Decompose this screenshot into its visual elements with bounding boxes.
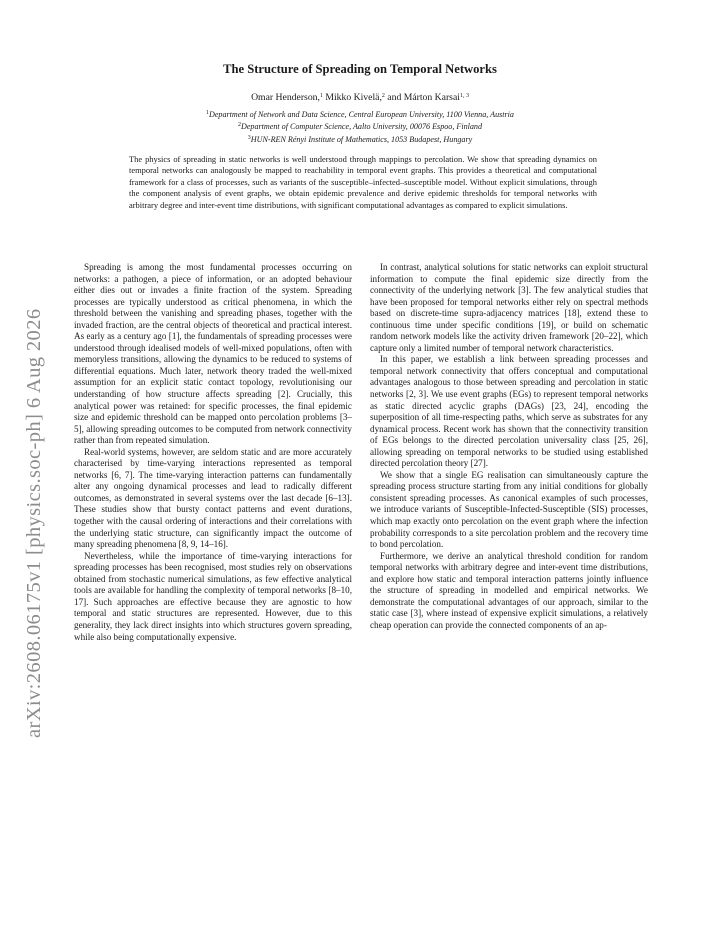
affiliation: $^3$HUN-REN Rényi Institute of Mathematics, 1053 Budapest, Hungary [247,134,473,144]
body-column-right [370,262,648,632]
arxiv-identifier[interactable]: arXiv:2608.06175v1 [physics.soc-ph] 6 Aug 2026 [23,308,45,738]
affiliation: $^2$Department of Computer Science, Aalto University, 00076 Espoo, Finland [237,122,483,132]
paper-title: The Structure of Spreading on Temporal Networks [223,62,497,76]
paragraph: Spreading is among the most fundamental processes occurring on networks: a pathogen, a piece of information, or an adopted behaviour either dies out or invades a finite fraction of the system. Spreading processes are typically understood as critical phenomena, in which the threshold between the vanishing and spreading phases, together with the invaded fraction, are the central objects of theoretical and practical interest. As early as a century ago [1], the fundamentals of spreading processes were understood through idealised models of well-mixed populations, often with memoryless transitions, allowing the dynamics to be reduced to systems of differential equations. Much later, network theory traded the well-mixed assumption for an explicit static contact topology, revolutionising our understanding of how structure affects spreading [2]. Crucially, this analytical power was retained: for specific processes, the final epidemic size and epidemic threshold can be mapped onto percolation problems [3–5], allowing spreading outcomes to be computed from network connectivity rather than from repeated simulation. [74,262,352,446]
paragraph: Real-world systems, however, are seldom static and are more accurately characterised by time-varying interactions represented as temporal networks [6, 7]. The time-varying interaction patterns can fundamentally alter any ongoing dynamical processes and lead to radically different outcomes, as demonstrated in several systems over the last decade [6–13]. These studies show that bursty contact patterns and event durations, together with the causal ordering of interactions and their correlations with the underlying static structure, can significantly impact the outcome of many spreading phenomena [8, 9, 14–16]. [74,446,352,550]
affiliation-mark: 1 [319,93,323,99]
paragraph: In this paper, we establish a link between spreading processes and temporal network connectivity that offers conceptual and computational advantages analogous to those between spreading and percolation in static networks [2, 3]. We use event graphs (EGs) to represent temporal networks as static directed acyclic graphs (DAGs) [23, 24], encoding the superposition of all time-respecting paths, which serve as substrates for any dynamical process. Recent work has shown that the connectivity transition of EGs belongs to the directed percolation universality class [25, 26], allowing spreading on temporal networks to be studied using established directed percolation theory [27]. [370,354,648,469]
paragraph: We show that a single EG realisation can simultaneously capture the spreading process structure starting from any initial conditions for globally consistent spreading processes. As canonical examples of such processes, we introduce variants of Susceptible-Infected-Susceptible (SIS) processes, which map exactly onto percolation on the event graph where the infection probability corresponds to a site percolation problem and the recovery time to bond percolation. [370,469,648,550]
affiliation-list [0,108,720,145]
paragraph: Furthermore, we derive an analytical threshold condition for random temporal networks with arbitrary degree and inter-event time distributions, and explore how static and temporal interaction patterns jointly influence the structure of spreading in modelled and empirical networks. We demonstrate the computational advantages of our approach, similar to the static case [3], where instead of expensive explicit simulations, a relatively cheap operation can provide the connected components of an ap- [370,550,648,630]
paragraph: Nevertheless, while the importance of time-varying interactions for spreading processes has been recognised, most studies rely on observations obtained from stochastic numerical simulations, as few effective analytical tools are available for handling the complexity of temporal networks [8–10, 17]. Such approaches are effective because they are agnostic to how temporal and static structures are represented. However, due to this generality, they lack direct insights into which structures govern spreading, while also being computationally expensive. [74,550,352,642]
abstract: The physics of spreading in static networks is well understood through mappings to percolation. We show that spreading dynamics on temporal networks can analogously be mapped to reachability in temporal event graphs. This provides a theoretical and computational framework for a class of processes, such as variants of the susceptible–infected–susceptible model. Without explicit simulations, through the component analysis of event graphs, we obtain epidemic prevalence and derive epidemic thresholds for temporal networks with arbitrary degree and inter-event time distributions, with significant computational advantages as compared to explicit simulations. [129,154,597,210]
author: Mikko Kivelä,$^2$ [325,92,385,103]
affiliation: $^1$Department of Network and Data Science, Central European University, 1100 Vienna, Austria [206,110,514,119]
author-list [0,92,720,103]
paragraph: In contrast, analytical solutions for static networks can exploit structural information to compute the final epidemic size directly from the connectivity of the underlying network [3]. The few analytical studies that have been proposed for temporal networks either rely on spectral methods based on discrete-time supra-adjacency matrices [18], extend these to continuous time under specific conditions [19], or build on schematic random network models like the activity driven framework [20–22], which capture only a limited number of temporal network characteristics. [370,262,648,353]
author: Omar Henderson,$^1$ [251,92,323,103]
affiliation-mark: 1, 3 [459,93,469,99]
body-column-left [74,262,352,643]
author: and Márton Karsai$^{1, 3}$ [387,92,469,103]
affiliation-mark: 2 [381,93,385,99]
